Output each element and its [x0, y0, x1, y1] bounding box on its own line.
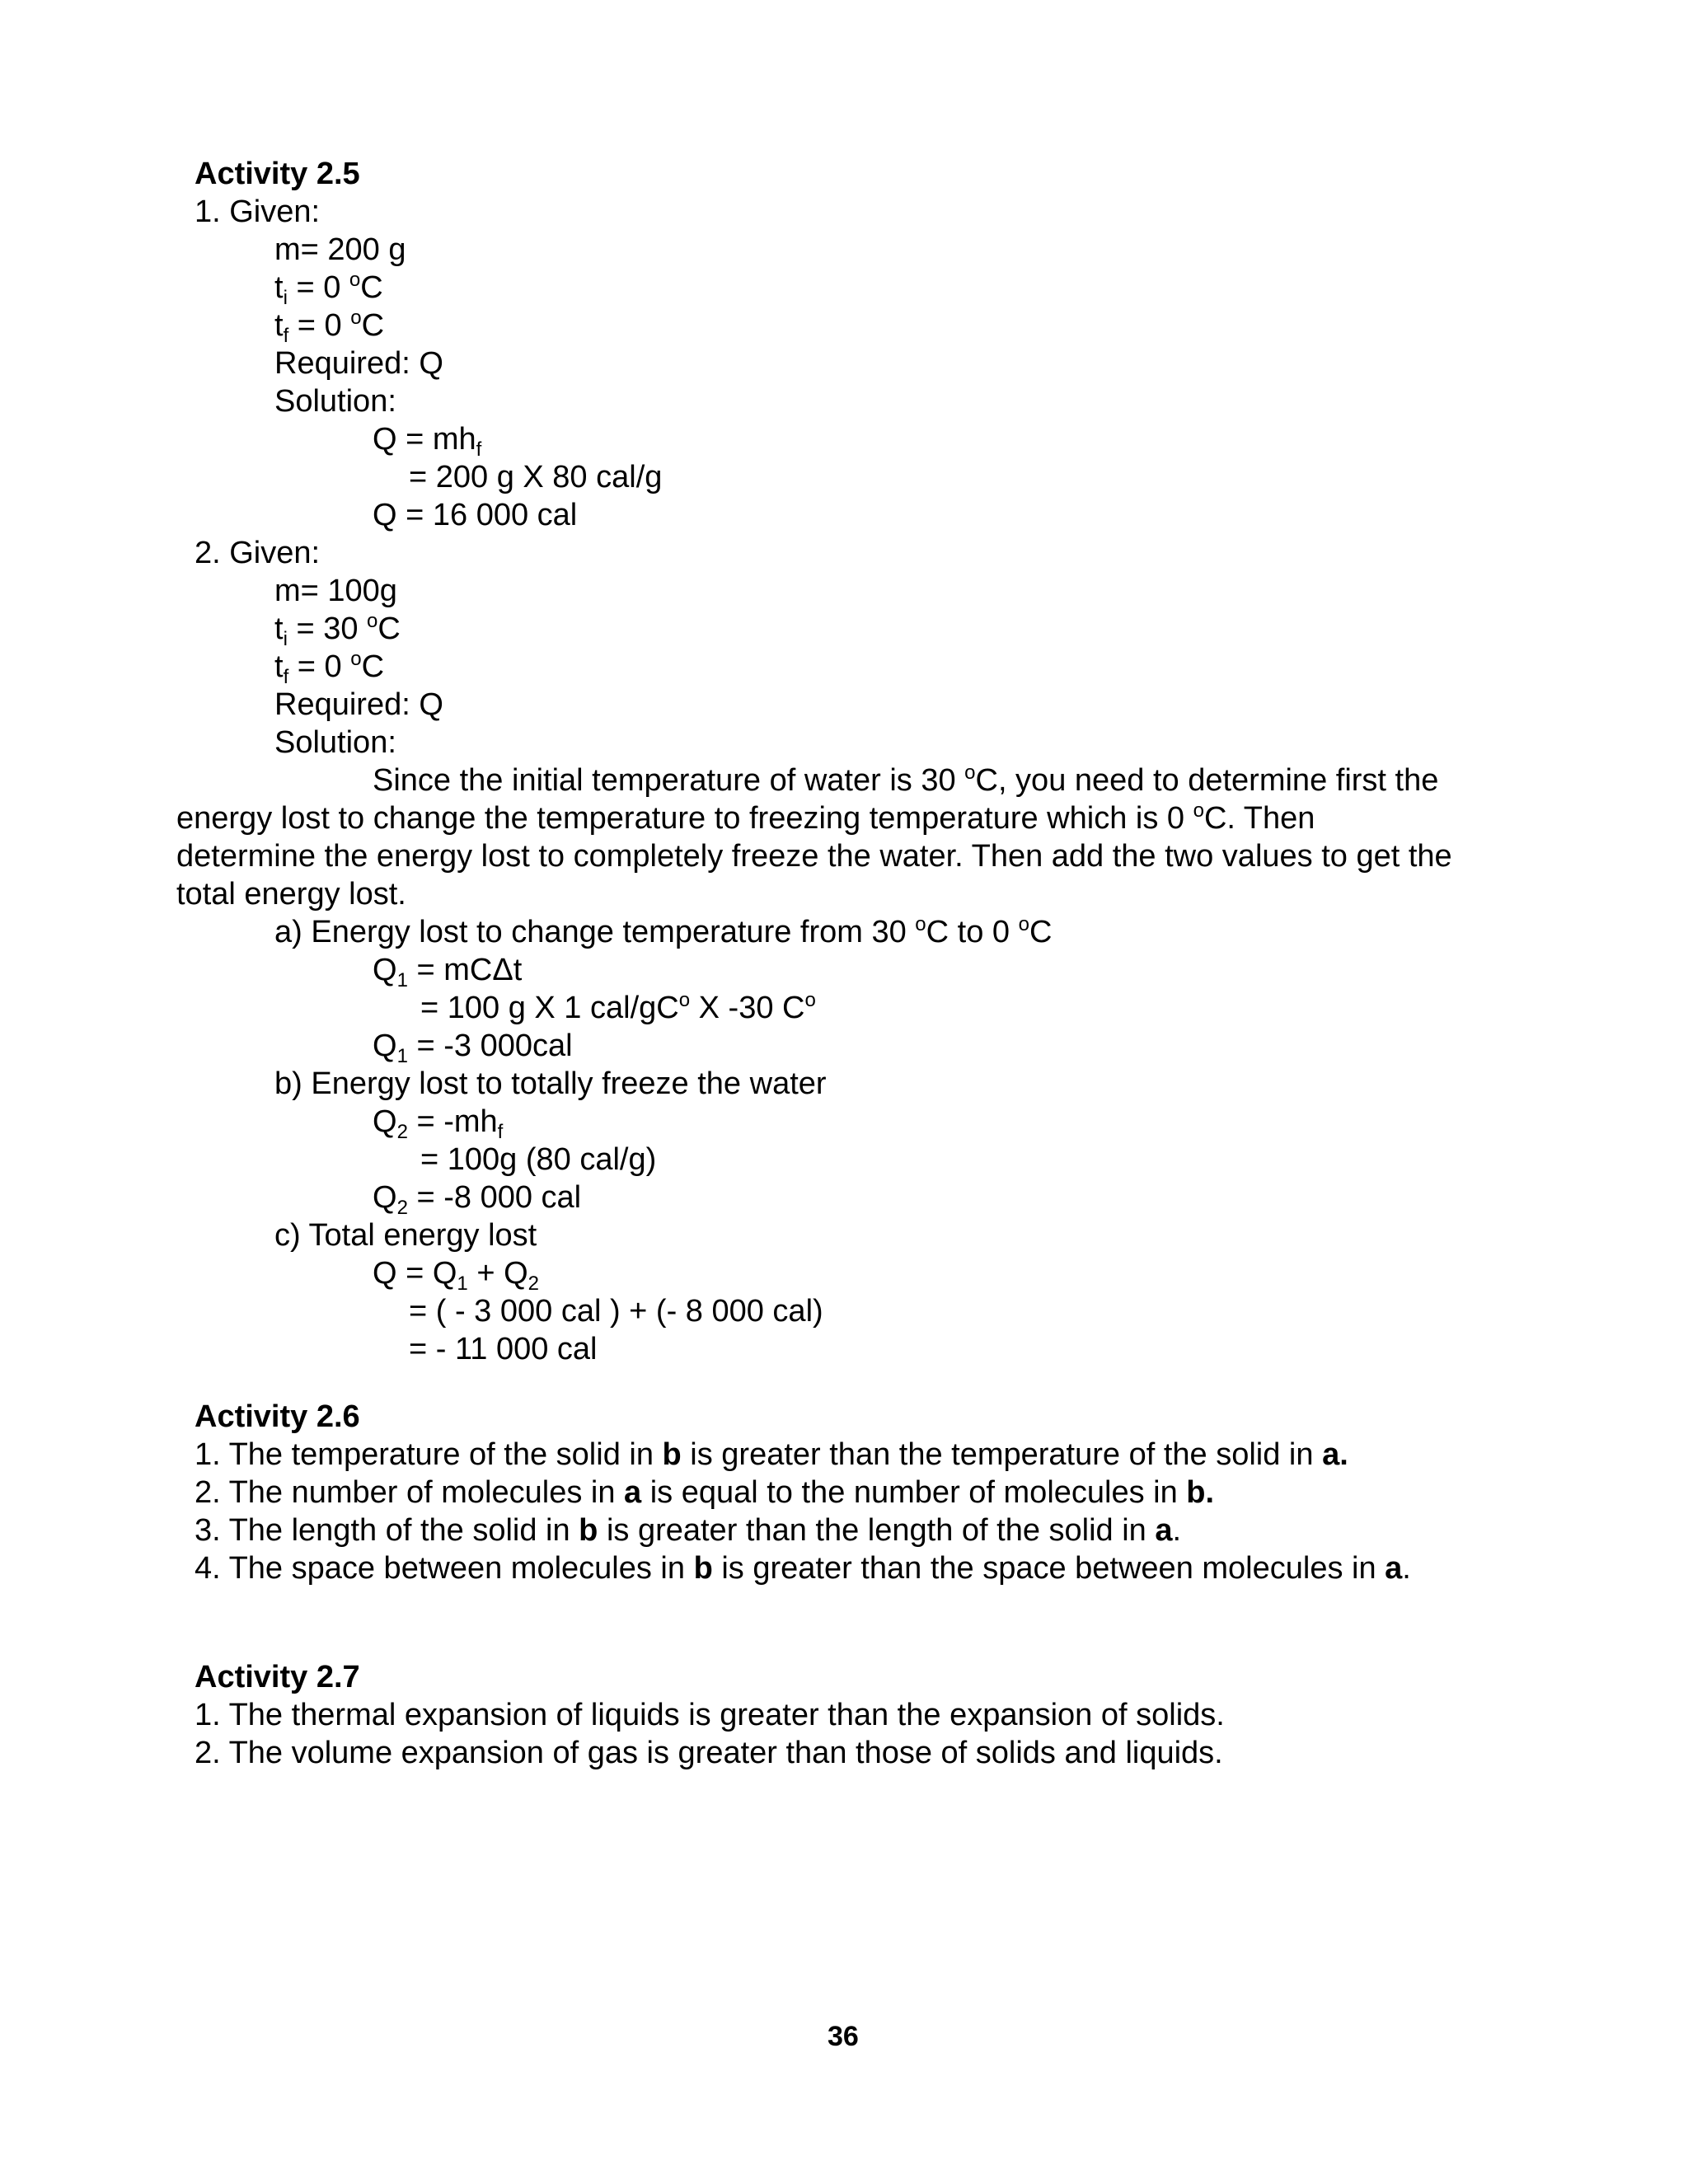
activity-2-6-item-4: 4. The space between molecules in b is greater than the space between molecules in a.	[195, 1551, 1411, 1586]
p2-initial-temp: $t_i = 30$ $^o$C	[274, 610, 401, 650]
step-c-equation-1: $Q = Q_1 + Q_2$	[373, 1256, 540, 1295]
p2-explanation-line-1: Since the initial temperature of water is 30 $^o$C, you need to determine first the	[373, 762, 1439, 798]
problem-1-given: 1. Given:	[195, 194, 321, 229]
p1-mass: m= 200 g	[274, 232, 406, 267]
step-b-equation-2: = 100g (80 cal/g)	[420, 1142, 657, 1177]
activity-2-5-heading: Activity 2.5	[195, 157, 360, 191]
p2-explanation-line-2: energy lost to change the temperature to freezing temperature which is 0 $^o$C. Then	[176, 799, 1315, 836]
step-a-equation-1: $Q_1 = mC\Delta t$	[373, 953, 523, 991]
p2-final-temp: $t_f = 0$ $^o$C	[274, 648, 385, 688]
activity-2-6-item-2: 2. The number of molecules in a is equal to the number of molecules in b.	[195, 1475, 1215, 1510]
step-a-heading: a) Energy lost to change temperature from 30 $^o$C to 0 $^o$C	[274, 913, 1053, 949]
p2-explanation-line-4: total energy lost.	[176, 877, 406, 912]
step-a-equation-3: $Q_1 = -3$ 000cal	[373, 1029, 573, 1067]
step-c-heading: c) Total energy lost	[274, 1218, 537, 1253]
activity-2-7-item-1: 1. The thermal expansion of liquids is greater than the expansion of solids.	[195, 1698, 1225, 1732]
step-b-equation-3: $Q_2 = -8$ 000 cal	[373, 1180, 582, 1219]
page-number: 36	[828, 2021, 859, 2052]
problem-2-given: 2. Given:	[195, 536, 321, 570]
step-a-equation-2: = 100 g X 1 cal/$gC^o$ X -30 $C^o$	[420, 989, 816, 1025]
activity-2-7-item-2: 2. The volume expansion of gas is greater than those of solids and liquids.	[195, 1736, 1223, 1770]
p1-required: Required: Q	[274, 346, 443, 381]
p1-initial-temp: $t_i = 0$ $^o$C	[274, 269, 383, 309]
p1-equation-1: $Q = mh_f$	[373, 422, 482, 461]
p1-final-temp: $t_f = 0$ $^o$C	[274, 307, 385, 347]
step-c-equation-2: = ( - 3 000 cal ) + (- 8 000 cal)	[409, 1294, 823, 1329]
activity-2-6-item-1: 1. The temperature of the solid in b is greater than the temperature of the solid in a.	[195, 1437, 1348, 1472]
step-b-equation-1: $Q_2 = -mh_f$	[373, 1104, 504, 1143]
activity-2-7-heading: Activity 2.7	[195, 1660, 360, 1694]
step-b-heading: b) Energy lost to totally freeze the water	[274, 1066, 827, 1101]
p2-required: Required: Q	[274, 687, 443, 722]
activity-2-6-item-3: 3. The length of the solid in b is greater than the length of the solid in a.	[195, 1513, 1182, 1548]
p2-solution-label: Solution:	[274, 725, 396, 760]
p2-explanation-line-3: determine the energy lost to completely freeze the water. Then add the two values to get the	[176, 839, 1452, 874]
p1-equation-3: Q = 16 000 cal	[373, 498, 578, 532]
activity-2-6-heading: Activity 2.6	[195, 1399, 360, 1434]
p2-mass: m= 100g	[274, 574, 397, 608]
step-c-equation-3: = - 11 000 cal	[409, 1332, 598, 1366]
p1-equation-2: = 200 g X 80 cal/g	[409, 460, 663, 494]
p1-solution-label: Solution:	[274, 384, 396, 419]
